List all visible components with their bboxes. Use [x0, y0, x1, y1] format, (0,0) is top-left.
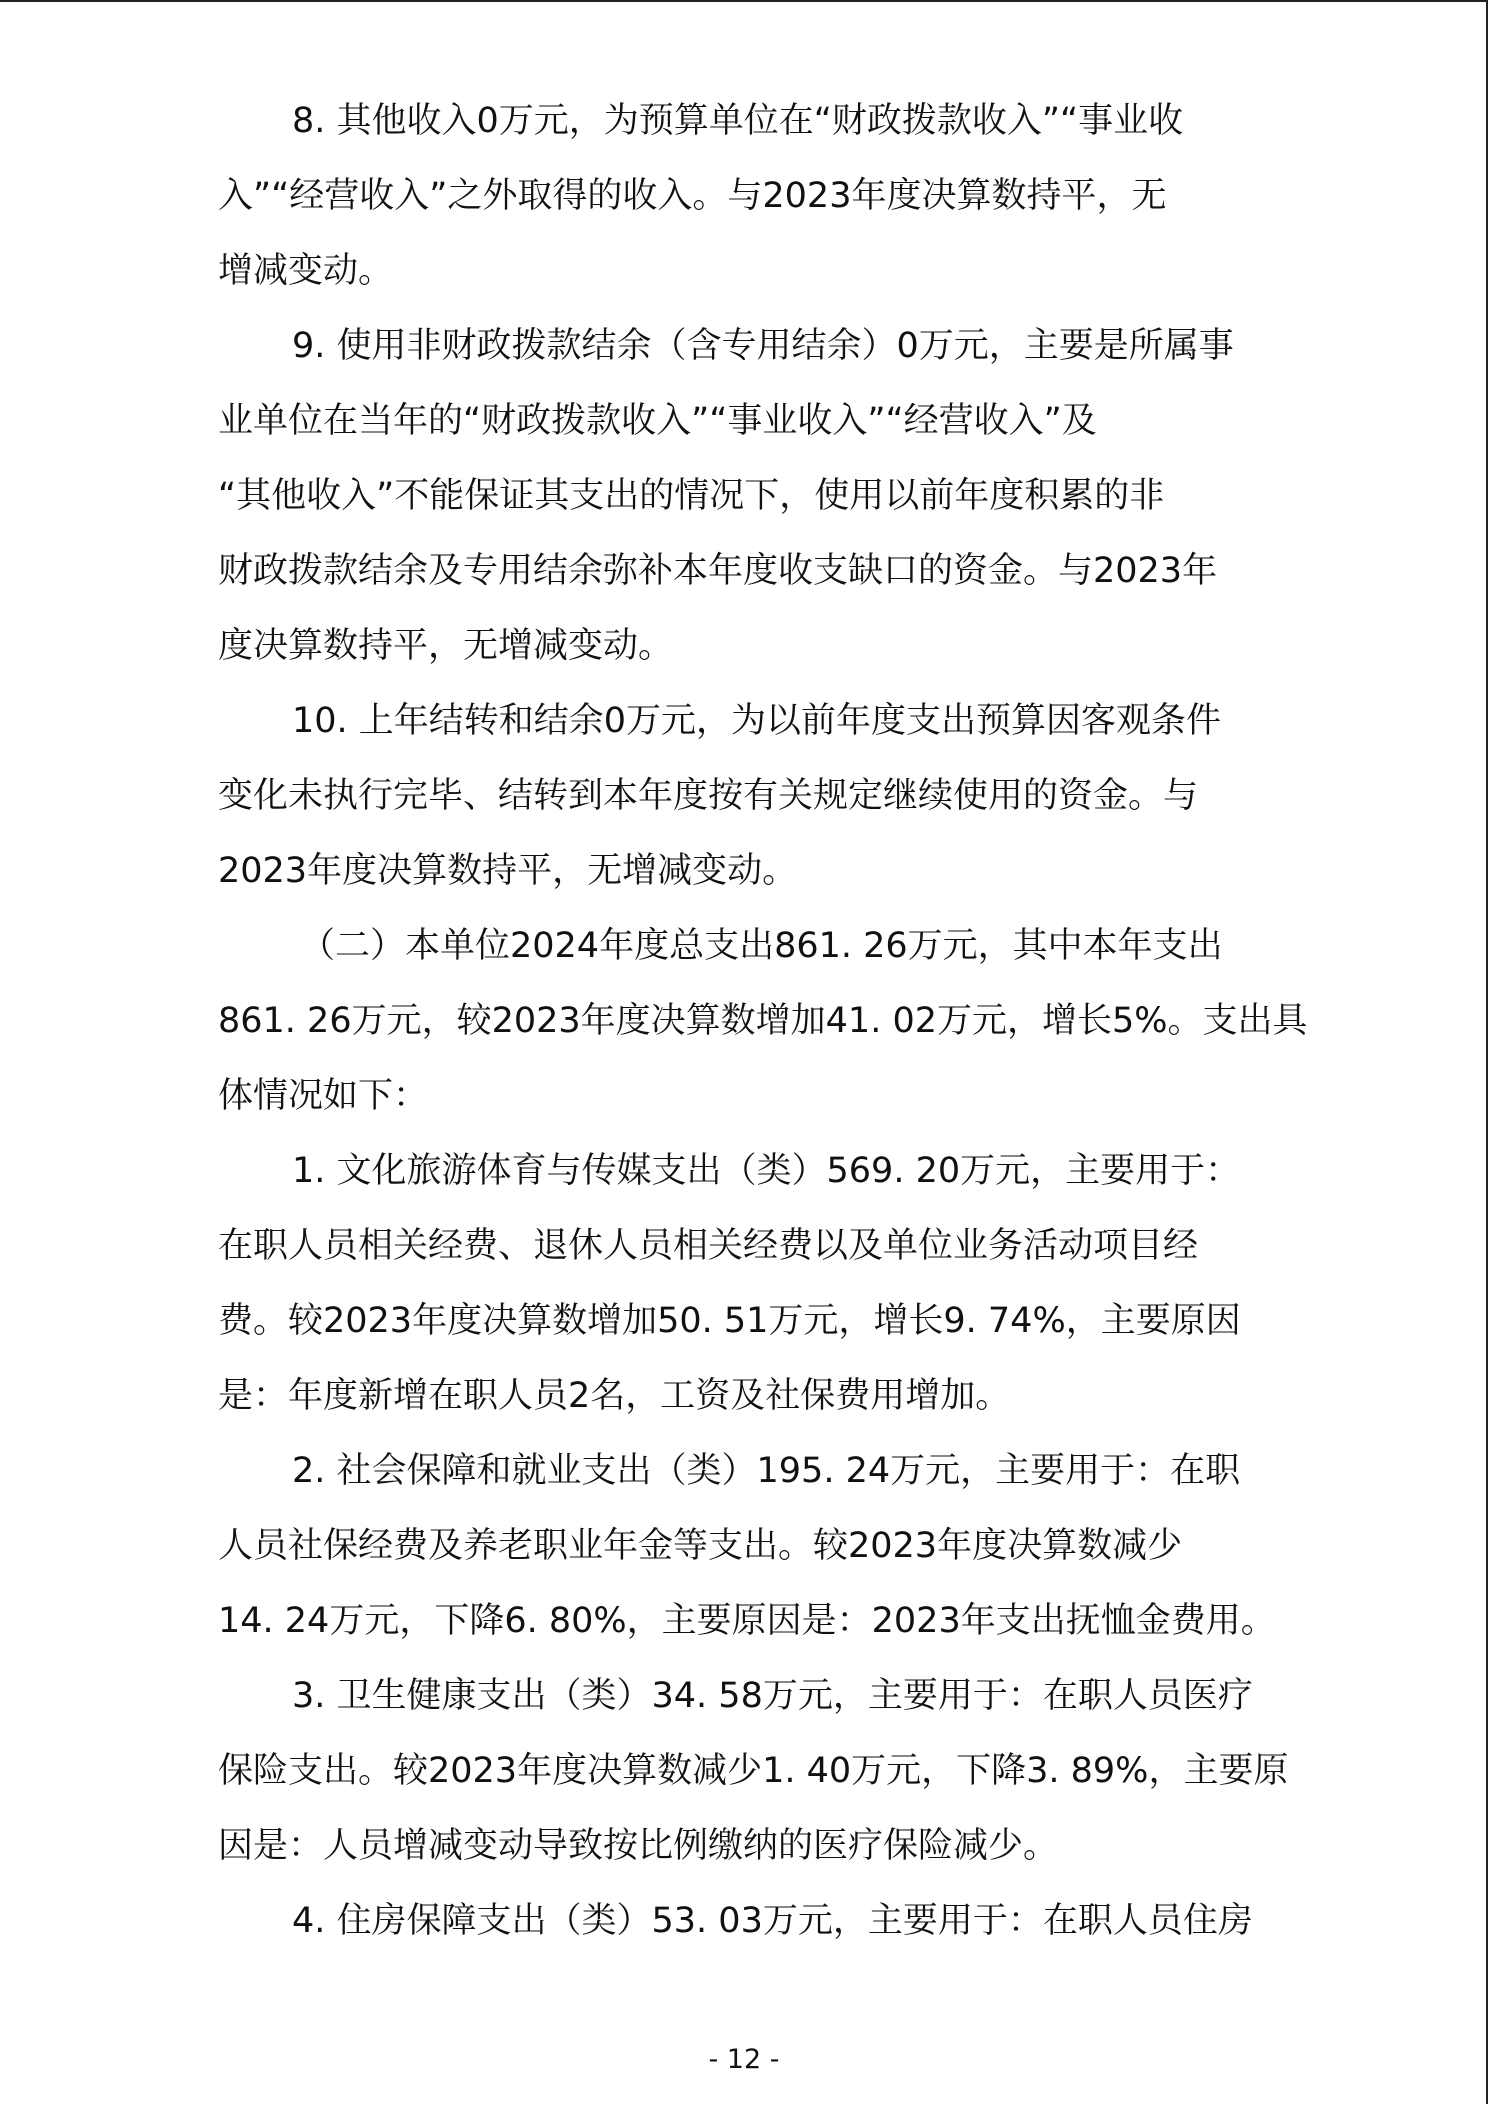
- paragraph-line: 财政拨款结余及专用结余弥补本年度收支缺口的资金。与2023年: [218, 551, 1218, 591]
- paragraph-line: 体情况如下：: [218, 1076, 429, 1116]
- paragraph-line: 在职人员相关经费、退休人员相关经费以及单位业务活动项目经: [218, 1226, 1199, 1266]
- paragraph-line: 变化未执行完毕、结转到本年度按有关规定继续使用的资金。与: [218, 776, 1199, 816]
- paragraph-line: 9. 使用非财政拨款结余（含专用结余）0万元，主要是所属事: [292, 326, 1234, 366]
- paragraph-line: 3. 卫生健康支出（类）34. 58万元，主要用于：在职人员医疗: [292, 1676, 1253, 1716]
- paragraph-line: 4. 住房保障支出（类）53. 03万元，主要用于：在职人员住房: [292, 1901, 1253, 1941]
- page-number: - 12 -: [708, 2044, 780, 2075]
- paragraph-line: “其他收入”不能保证其支出的情况下，使用以前年度积累的非: [218, 476, 1165, 516]
- paragraph-line: 2023年度决算数持平，无增减变动。: [218, 851, 798, 891]
- paragraph-line: 14. 24万元，下降6. 80%，主要原因是：2023年支出抚恤金费用。: [218, 1601, 1276, 1641]
- paragraph-line: 1. 文化旅游体育与传媒支出（类）569. 20万元，主要用于：: [292, 1151, 1241, 1191]
- paragraph-line: 861. 26万元，较2023年度决算数增加41. 02万元，增长5%。支出具: [218, 1001, 1308, 1041]
- paragraph-line: 8. 其他收入0万元，为预算单位在“财政拨款收入”“事业收: [292, 101, 1184, 141]
- page-top-border: [0, 0, 1488, 2]
- paragraph-line: 入”“经营收入”之外取得的收入。与2023年度决算数持平，无: [218, 176, 1167, 216]
- paragraph-line: 增减变动。: [218, 251, 394, 291]
- paragraph-line: 是：年度新增在职人员2名，工资及社保费用增加。: [218, 1376, 1011, 1416]
- paragraph-line: 人员社保经费及养老职业年金等支出。较2023年度决算数减少: [218, 1526, 1183, 1566]
- paragraph-line: 10. 上年结转和结余0万元，为以前年度支出预算因客观条件: [292, 701, 1222, 741]
- paragraph-line: 业单位在当年的“财政拨款收入”“事业收入”“经营收入”及: [218, 401, 1097, 441]
- section-heading-line: （二）本单位2024年度总支出861. 26万元，其中本年支出: [300, 926, 1223, 966]
- paragraph-line: 费。较2023年度决算数增加50. 51万元，增长9. 74%，主要原因: [218, 1301, 1241, 1341]
- paragraph-line: 2. 社会保障和就业支出（类）195. 24万元，主要用于：在职: [292, 1451, 1241, 1491]
- paragraph-line: 因是：人员增减变动导致按比例缴纳的医疗保险减少。: [218, 1826, 1059, 1866]
- paragraph-line: 度决算数持平，无增减变动。: [218, 626, 674, 666]
- paragraph-line: 保险支出。较2023年度决算数减少1. 40万元，下降3. 89%，主要原: [218, 1751, 1289, 1791]
